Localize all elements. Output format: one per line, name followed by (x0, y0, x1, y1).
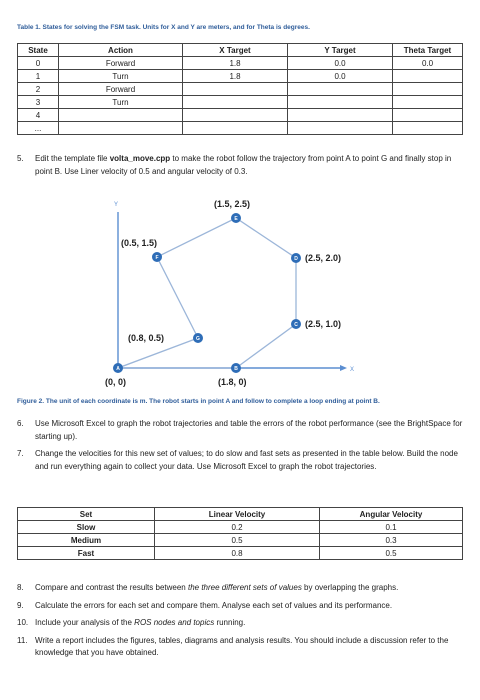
cell-state: 3 (18, 96, 59, 109)
header-angular-velocity: Angular Velocity (320, 508, 463, 521)
point-f-badge: F (155, 255, 159, 261)
cell-x: 1.8 (183, 57, 288, 70)
step-number: 11. (17, 635, 28, 645)
point-b-marker (231, 363, 241, 373)
cell-y: 0.0 (288, 57, 393, 70)
point-g-marker (193, 333, 203, 343)
cell-state: 0 (18, 57, 59, 70)
x-axis-arrow (340, 365, 347, 371)
step-number: 10. (17, 618, 29, 627)
cell-x: 1.8 (183, 70, 288, 83)
cell-y (288, 109, 393, 122)
cell-action: Turn (59, 70, 183, 83)
cell-y: 0.0 (288, 70, 393, 83)
trajectory-figure (0, 190, 480, 390)
table-row (18, 96, 463, 109)
cell-x (183, 96, 288, 109)
point-c-marker (291, 319, 301, 329)
step-number: 9. (17, 600, 24, 610)
point-f-coord: (0.5, 1.5) (121, 238, 158, 248)
cell-action: Forward (59, 83, 183, 96)
list-item (17, 418, 463, 443)
cell-theta: 0.0 (393, 57, 463, 70)
cell-action: Turn (59, 96, 183, 109)
cell-angular: 0.1 (320, 521, 463, 534)
states-table (17, 43, 463, 135)
point-e-coord: (1.5, 2.5) (214, 199, 251, 209)
table-row (18, 109, 463, 122)
header-linear-velocity: Linear Velocity (155, 508, 320, 521)
cell-state: 1 (18, 70, 59, 83)
step-text-pre: Include your analysis of the (35, 618, 135, 627)
point-a-coord: (0, 0) (105, 377, 127, 387)
cell-action (59, 109, 183, 122)
states-table-header (18, 44, 463, 57)
step-5 (17, 153, 463, 178)
list-item (17, 635, 463, 660)
point-d-coord: (2.5, 2.0) (305, 253, 342, 263)
cell-set: Slow (18, 521, 155, 534)
table-row (18, 83, 463, 96)
cell-y (288, 122, 393, 135)
table-row (18, 534, 463, 547)
point-f-marker (152, 252, 162, 262)
step-text-pre: Calculate the errors for each set and compare them. Analyse each set of values and its performance. (35, 600, 393, 610)
cell-theta (393, 96, 463, 109)
cell-action (59, 122, 183, 135)
point-b-coord: (1.8, 0) (218, 377, 247, 387)
step-number: 7. (17, 449, 24, 458)
cell-state: 2 (18, 83, 59, 96)
file-name: volta_move.cpp (109, 154, 171, 163)
step-text-pre: Write a report includes the figures, tables, diagrams and analysis results. You should include a discussion refer to the knowledge that you have obtained. (35, 635, 449, 657)
step-text: Change the velocities for this new set of values; to do slow and fast sets as presented in the table below. Build the node and run everything again to collect your data. Use Microsoft Excel to graph the robot trajectories. (35, 449, 458, 471)
point-c-badge: C (294, 322, 298, 328)
header-action: Action (59, 44, 183, 57)
point-e-marker (231, 213, 241, 223)
cell-linear: 0.5 (155, 534, 320, 547)
cell-x (183, 109, 288, 122)
list-item (17, 600, 463, 613)
point-c-coord: (2.5, 1.0) (305, 319, 342, 329)
cell-linear: 0.8 (155, 547, 320, 560)
cell-angular: 0.3 (320, 534, 463, 547)
table1-caption: Table 1. States for solving the FSM task. Units for X and Y are meters, and for Theta is degrees. (17, 24, 310, 31)
point-a-badge: A (116, 366, 120, 372)
list-item (17, 448, 463, 473)
point-g-coord: (0.8, 0.5) (128, 333, 165, 343)
cell-theta (393, 83, 463, 96)
figure2-caption: Figure 2. The unit of each coordinate is m. The robot starts in point A and follow to complete a loop ending at point B. (17, 398, 380, 405)
point-a-marker (113, 363, 123, 373)
cell-state: ... (18, 122, 59, 135)
table-row (18, 122, 463, 135)
steps-8-11 (17, 582, 463, 660)
point-e-badge: E (234, 216, 238, 222)
point-d-marker (291, 253, 301, 263)
cell-x (183, 122, 288, 135)
cell-theta (393, 70, 463, 83)
table-row (18, 70, 463, 83)
point-g-badge: G (196, 336, 200, 342)
x-axis-label: X (350, 367, 355, 373)
step-number: 8. (17, 583, 24, 592)
header-y-target: Y Target (288, 44, 393, 57)
step-text-post: by overlapping the graphs. (301, 583, 399, 592)
cell-theta (393, 109, 463, 122)
cell-y (288, 96, 393, 109)
cell-set: Fast (18, 547, 155, 560)
step-text-pre: Edit the template file (35, 154, 110, 163)
table-row (18, 547, 463, 560)
list-item (17, 582, 463, 595)
cell-theta (393, 122, 463, 135)
header-set: Set (18, 508, 155, 521)
table-row (18, 521, 463, 534)
table-row (18, 57, 463, 70)
header-x-target: X Target (183, 44, 288, 57)
point-b-badge: B (234, 366, 238, 372)
step-text-post: to make the robot follow the trajectory from point A to point G and finally stop in point B. Use Liner velocity of 0.5 and angular velocity of 0.3. (35, 154, 452, 176)
point-d-badge: D (294, 256, 298, 262)
cell-angular: 0.5 (320, 547, 463, 560)
cell-x (183, 83, 288, 96)
velocity-table (17, 507, 463, 560)
header-state: State (18, 44, 59, 57)
velocity-table-header (18, 508, 463, 521)
cell-y (288, 83, 393, 96)
steps-6-7 (17, 418, 463, 473)
cell-set: Medium (18, 534, 155, 547)
y-axis-label: Y (114, 202, 119, 208)
step-text-post: running. (214, 618, 246, 627)
step-text-emphasis: ROS nodes and topics (134, 618, 215, 627)
cell-action: Forward (59, 57, 183, 70)
step-text: Use Microsoft Excel to graph the robot trajectories and table the errors of the robot performance (see the BrightSpace for starting up). (35, 419, 463, 441)
header-theta-target: Theta Target (393, 44, 463, 57)
cell-state: 4 (18, 109, 59, 122)
step-text-pre: Compare and contrast the results between (35, 583, 188, 592)
step-text-emphasis: the three different sets of values (187, 583, 302, 592)
list-item (17, 617, 463, 630)
cell-linear: 0.2 (155, 521, 320, 534)
step-number: 5. (17, 154, 24, 163)
step-number: 6. (17, 419, 24, 428)
